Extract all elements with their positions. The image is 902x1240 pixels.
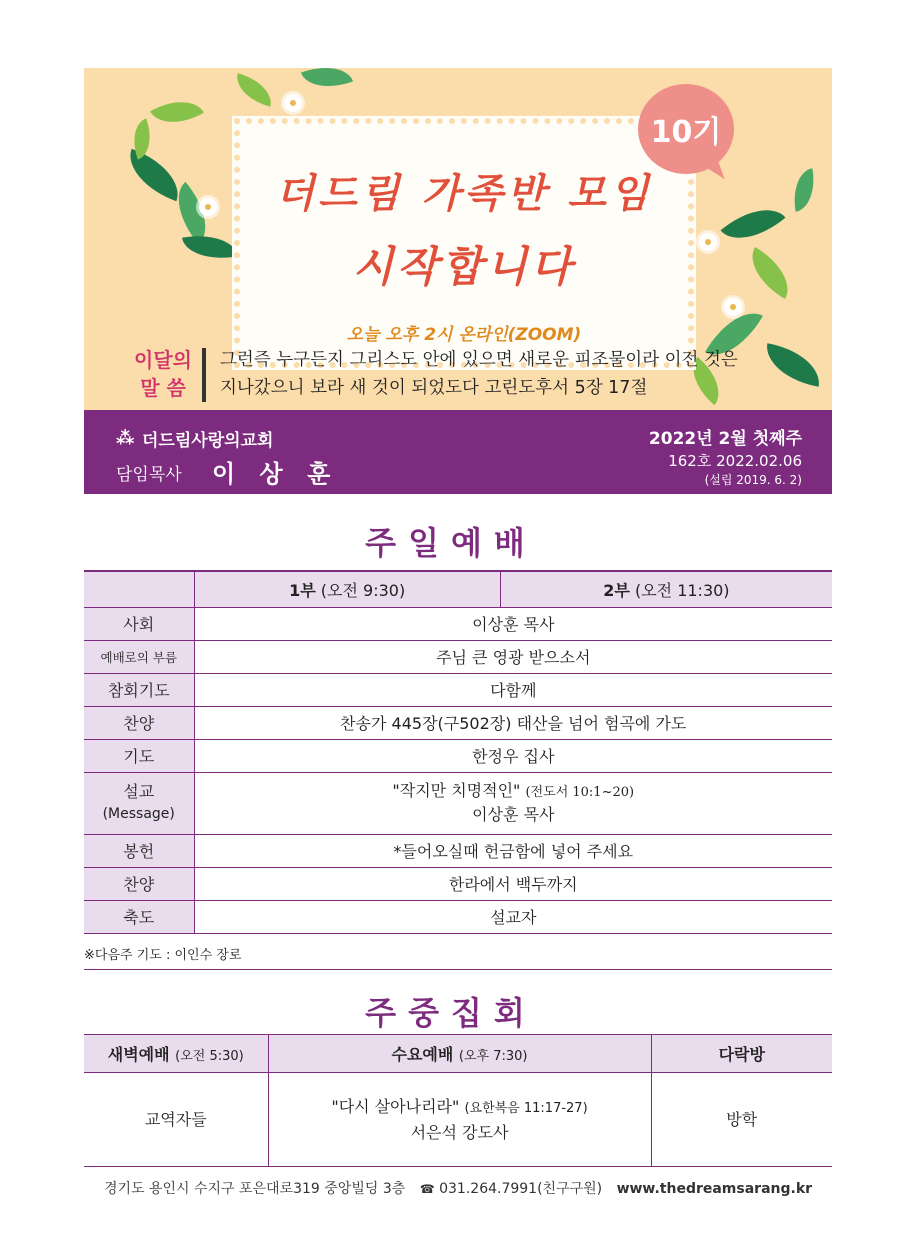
row-label: 찬양: [84, 706, 194, 739]
header-blank-cell: [84, 571, 194, 607]
row-value: 한라에서 백두까지: [194, 867, 832, 900]
row-value: *들어오실때 헌금함에 넣어 주세요: [194, 834, 832, 867]
sermon-reference: (전도서 10:1~20): [525, 785, 635, 800]
church-name: 더드림사랑의교회: [142, 431, 274, 451]
dawn-service-label: 새벽예배: [107, 1045, 170, 1064]
headline-frame: [234, 118, 694, 368]
dawn-service-value: 교역자들: [84, 1073, 268, 1167]
headline-line-2: 시작합니다: [352, 242, 576, 291]
row-label: 찬양: [84, 867, 194, 900]
wednesday-service-header: [268, 1035, 651, 1073]
generation-badge: [638, 84, 734, 174]
row-label: 축도: [84, 900, 194, 933]
row-label: 예배로의 부름: [84, 640, 194, 673]
table-row: [84, 640, 832, 673]
table-header-row: [84, 1035, 832, 1073]
first-service-time: (오전 9:30): [320, 580, 406, 600]
table-row: [84, 607, 832, 640]
sermon-title: "작지만 치명적인": [392, 781, 521, 800]
headline-subtitle: 오늘 오후 2시 온라인(ZOOM): [346, 325, 582, 345]
sermon-label: [84, 772, 194, 834]
verse-line-2: 지나갔으니 보라 새 것이 되었도다 고린도후서 5장 17절: [220, 378, 648, 398]
verse-label: [128, 346, 198, 402]
banner: [84, 68, 832, 410]
footer: [84, 1178, 832, 1198]
pastor-label: 담임목사: [116, 465, 182, 485]
second-service-header: [500, 571, 832, 607]
sermon-label-ko: 설교: [123, 782, 155, 801]
flower-decoration: [199, 198, 217, 216]
second-service-time: (오전 11:30): [634, 580, 730, 600]
row-label: 봉헌: [84, 834, 194, 867]
small-group-value: 방학: [651, 1073, 832, 1167]
row-label: 참회기도: [84, 673, 194, 706]
row-value: 주님 큰 영광 받으소서: [194, 640, 832, 673]
first-service-header: [194, 571, 500, 607]
headline-line-1: 더드림 가족반 모임: [275, 170, 653, 217]
small-group-header: 다락방: [651, 1035, 832, 1073]
row-value: 다함께: [194, 673, 832, 706]
table-row: [84, 1073, 832, 1167]
wednesday-service-time: (오후 7:30): [458, 1049, 528, 1064]
established-date: (설립 2019. 6. 2): [704, 473, 802, 487]
flower-decoration: [284, 94, 302, 112]
weekly-meetings-title: 주중집회: [365, 994, 537, 1032]
row-value: 한정우 집사: [194, 739, 832, 772]
verse-line-1: 그런즉 누구든지 그리스도 안에 있으면 새로운 피조물이라 이전 것은: [220, 350, 738, 370]
leaf-decoration: [721, 193, 786, 255]
church-logo-icon: ⁂: [116, 428, 135, 449]
leaf-decoration: [232, 73, 277, 107]
phone-icon: ☎: [419, 1182, 435, 1196]
pastor-name: 이 상 훈: [212, 460, 339, 488]
table-row: [84, 739, 832, 772]
sermon-label-en: (Message): [102, 806, 175, 822]
sunday-service-title: 주일예배: [365, 524, 537, 562]
second-service-label: 2부: [603, 580, 630, 600]
row-value: 설교자: [194, 900, 832, 933]
wednesday-service-label: 수요예배: [391, 1045, 454, 1064]
church-info-band: [84, 410, 832, 494]
wednesday-sermon-title: "다시 살아나리라": [331, 1096, 460, 1116]
leaf-decoration: [301, 68, 353, 97]
weekly-meetings-table: [84, 1034, 832, 1167]
sermon-row: [84, 772, 832, 834]
leaf-decoration: [150, 88, 204, 135]
sermon-value: [194, 772, 832, 834]
table-header-row: [84, 571, 832, 607]
flower-decoration: [699, 233, 717, 251]
sermon-preacher: 이상훈 목사: [472, 805, 555, 824]
verse-text: [220, 346, 820, 402]
wednesday-sermon-reference: (요한복음 11:17-27): [464, 1100, 588, 1116]
badge-label: 10기: [650, 115, 722, 150]
verse-label-line-1: 이달의: [134, 348, 192, 372]
row-value: 찬송가 445장(구502장) 태산을 넘어 험곡에 가도: [194, 706, 832, 739]
table-row: [84, 834, 832, 867]
flower-decoration: [724, 298, 742, 316]
table-row: [84, 706, 832, 739]
next-week-prayer-note: ※다음주 기도 : 이인수 장로: [84, 944, 832, 970]
row-value: 이상훈 목사: [194, 607, 832, 640]
first-service-label: 1부: [289, 580, 316, 600]
bulletin-date: 2022년 2월 첫째주: [648, 429, 802, 449]
row-label: 사회: [84, 607, 194, 640]
wednesday-preacher: 서은석 강도사: [410, 1122, 509, 1142]
leaf-decoration: [740, 247, 800, 299]
verse-divider: [202, 348, 206, 402]
table-row: [84, 673, 832, 706]
dawn-service-header: [84, 1035, 268, 1073]
leaf-decoration: [789, 168, 820, 212]
table-row: [84, 900, 832, 933]
dawn-service-time: (오전 5:30): [175, 1049, 244, 1064]
church-phone: 031.264.7991(친구구원): [439, 1181, 603, 1197]
bulletin-issue: 162호 2022.02.06: [668, 452, 802, 470]
wednesday-service-value: [268, 1073, 651, 1167]
row-label: 기도: [84, 739, 194, 772]
verse-label-line-2: 말 씀: [140, 376, 186, 400]
table-row: [84, 867, 832, 900]
sunday-service-table: [84, 570, 832, 934]
church-address: 경기도 용인시 수지구 포은대로319 중앙빌딩 3층: [103, 1181, 406, 1197]
church-website-link[interactable]: www.thedreamsarang.kr: [616, 1181, 813, 1197]
